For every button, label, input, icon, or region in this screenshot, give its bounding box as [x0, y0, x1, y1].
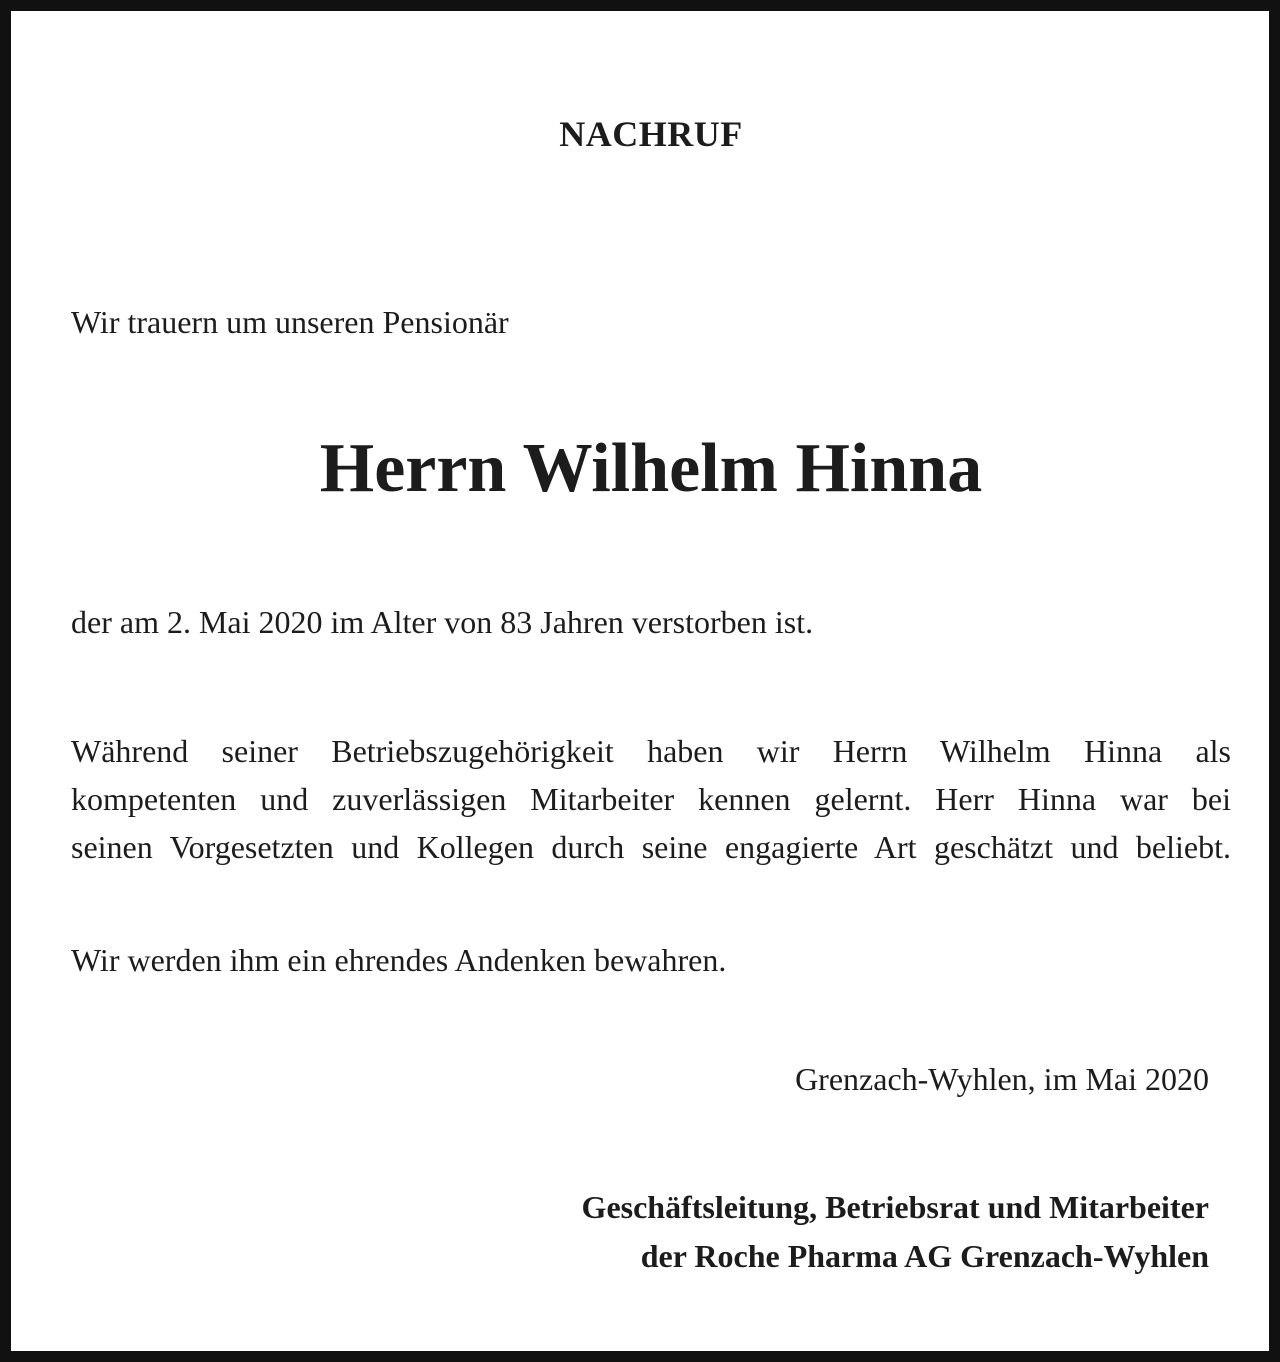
deceased-name: Herrn Wilhelm Hinna: [319, 430, 983, 507]
signature-line: der Roche Pharma AG Grenzach-Wyhlen: [640, 1238, 1209, 1274]
notice-heading: NACHRUF: [559, 114, 743, 154]
signature-line: Geschäftsleitung, Betriebsrat und Mitarbeiter: [581, 1189, 1209, 1225]
tribute-paragraph: [71, 727, 1231, 871]
paragraph-line: kompetenten und zuverlässigen Mitarbeiter kennen gelernt. Herr Hinna war bei: [71, 781, 1231, 817]
memory-text: Wir werden ihm ein ehrendes Andenken bewahren.: [71, 942, 727, 978]
signature-block: [582, 1183, 1209, 1281]
intro-text: Wir trauern um unseren Pensionär: [71, 304, 509, 340]
place-date: Grenzach-Wyhlen, im Mai 2020: [795, 1061, 1209, 1097]
paragraph-line: Während seiner Betriebszugehörigkeit haben wir Herrn Wilhelm Hinna als: [71, 733, 1231, 769]
paragraph-line: seinen Vorgesetzten und Kollegen durch seine engagierte Art geschätzt und beliebt.: [71, 829, 1231, 865]
death-date-text: der am 2. Mai 2020 im Alter von 83 Jahren verstorben ist.: [71, 604, 814, 640]
